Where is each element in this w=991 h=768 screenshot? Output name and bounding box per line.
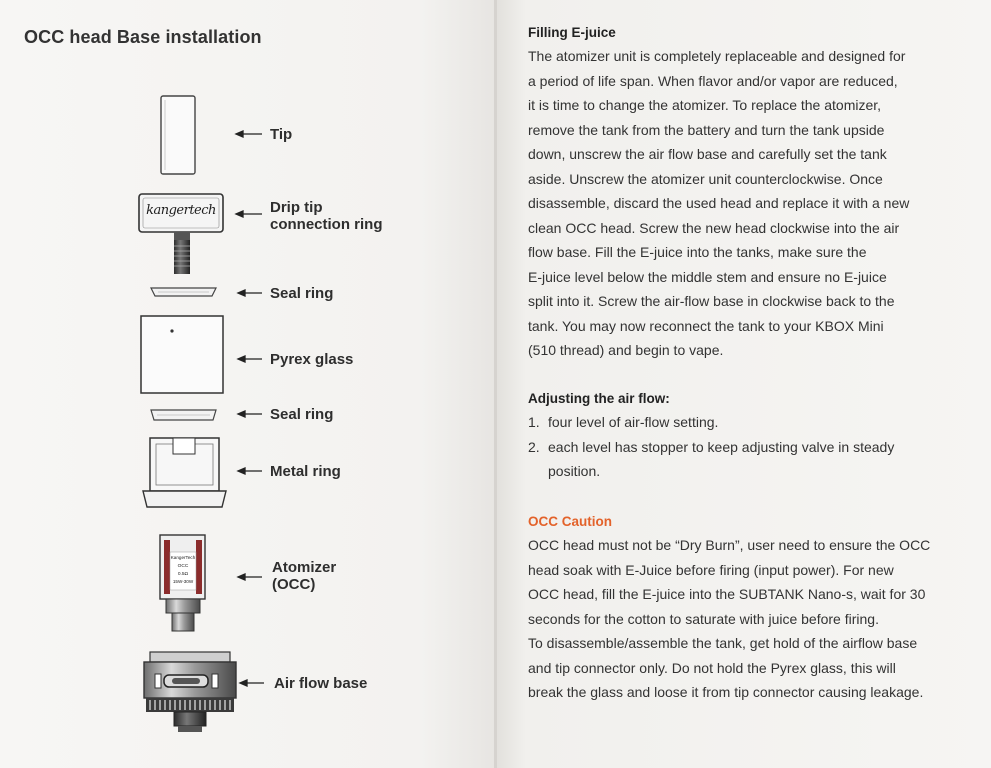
exploded-diagram bbox=[0, 0, 495, 768]
caution-line: OCC head, fill the E-juice into the SUBTANK Nano-s, wait for 30 bbox=[528, 586, 926, 602]
filling-line: split into it. Screw the air-flow base in clockwise back to the bbox=[528, 293, 895, 309]
caution-line: To disassemble/assemble the tank, get hold of the airflow base bbox=[528, 635, 918, 651]
label-arrows bbox=[236, 131, 264, 686]
label-atomizer-line2: (OCC) bbox=[272, 576, 316, 593]
caution-line: head soak with E-Juice before firing (input power). For new bbox=[528, 561, 894, 578]
drip-ring-logo: kangertech bbox=[146, 203, 216, 218]
filling-heading: Filling E-juice bbox=[528, 25, 616, 40]
filling-line: E-juice level below the middle stem and ensure no E-juice bbox=[528, 268, 887, 285]
label-metal-ring: Metal ring bbox=[270, 463, 341, 480]
air-flow-base-part bbox=[144, 652, 236, 732]
atomizer-part bbox=[160, 535, 205, 631]
caution-line: break the glass and loose it from tip connector causing leakage. bbox=[528, 684, 924, 700]
filling-line: (510 thread) and begin to vape. bbox=[528, 342, 724, 358]
list-number: 2. bbox=[528, 438, 540, 455]
filling-line: it is time to change the atomizer. To replace the atomizer, bbox=[528, 97, 882, 113]
filling-line: flow base. Fill the E-juice into the tanks, make sure the bbox=[528, 244, 867, 260]
filling-line: remove the tank from the battery and turn the tank upside bbox=[528, 121, 885, 138]
label-tip: Tip bbox=[270, 126, 293, 143]
filling-line: a period of life span. When flavor and/or vapor are reduced, bbox=[528, 72, 898, 89]
pyrex-glass-part bbox=[141, 316, 223, 393]
list-item bbox=[528, 410, 968, 435]
label-pyrex-glass: Pyrex glass bbox=[270, 351, 354, 368]
label-atomizer-line1: Atomizer bbox=[272, 559, 337, 576]
tip-part bbox=[161, 96, 195, 174]
list-text: position. bbox=[548, 463, 601, 479]
filling-line: The atomizer unit is completely replaceable and designed for bbox=[528, 48, 906, 64]
page-title: OCC head Base installation bbox=[24, 27, 262, 47]
atomizer-engraving-2: OCC bbox=[177, 564, 189, 569]
airflow-section bbox=[528, 388, 968, 484]
label-seal-ring-2: Seal ring bbox=[270, 406, 334, 423]
filling-line: disassemble, discard the used head and replace it with a new bbox=[528, 195, 910, 211]
caution-section bbox=[528, 511, 968, 705]
caution-line: and tip connector only. Do not hold the Pyrex glass, this will bbox=[528, 659, 896, 676]
atomizer-engraving-1: KangerTech bbox=[170, 555, 196, 560]
list-number: 1. bbox=[528, 414, 540, 430]
airflow-list bbox=[528, 410, 968, 484]
list-item bbox=[528, 435, 968, 484]
atomizer-engraving-3: 0.5Ω bbox=[177, 572, 189, 577]
filling-line: aside. Unscrew the atomizer unit counterclockwise. Once bbox=[528, 170, 883, 187]
filling-line: down, unscrew the air flow base and carefully set the tank bbox=[528, 146, 887, 162]
filling-line: tank. You may now reconnect the tank to your KBOX Mini bbox=[528, 317, 884, 334]
label-drip-tip-line1: Drip tip bbox=[270, 199, 323, 216]
list-text: each level has stopper to keep adjusting valve in steady bbox=[548, 438, 895, 455]
list-text: four level of air-flow setting. bbox=[548, 414, 719, 430]
caution-line: seconds for the cotton to saturate with juice before firing. bbox=[528, 610, 879, 627]
filling-line: clean OCC head. Screw the new head clockwise into the air bbox=[528, 219, 900, 236]
atomizer-engraving-4: 15W-30W bbox=[172, 579, 194, 584]
caution-heading: OCC Caution bbox=[528, 514, 612, 529]
label-seal-ring-1: Seal ring bbox=[270, 285, 334, 302]
airflow-heading: Adjusting the air flow: bbox=[528, 391, 670, 406]
seal-ring-part-2 bbox=[151, 410, 216, 420]
caution-line: OCC head must not be “Dry Burn”, user need to ensure the OCC bbox=[528, 537, 931, 553]
metal-ring-part bbox=[143, 438, 226, 507]
seal-ring-part-1 bbox=[151, 288, 216, 296]
filling-section bbox=[528, 22, 968, 363]
label-air-flow-base: Air flow base bbox=[274, 675, 368, 692]
label-drip-tip-line2: connection ring bbox=[270, 216, 383, 233]
